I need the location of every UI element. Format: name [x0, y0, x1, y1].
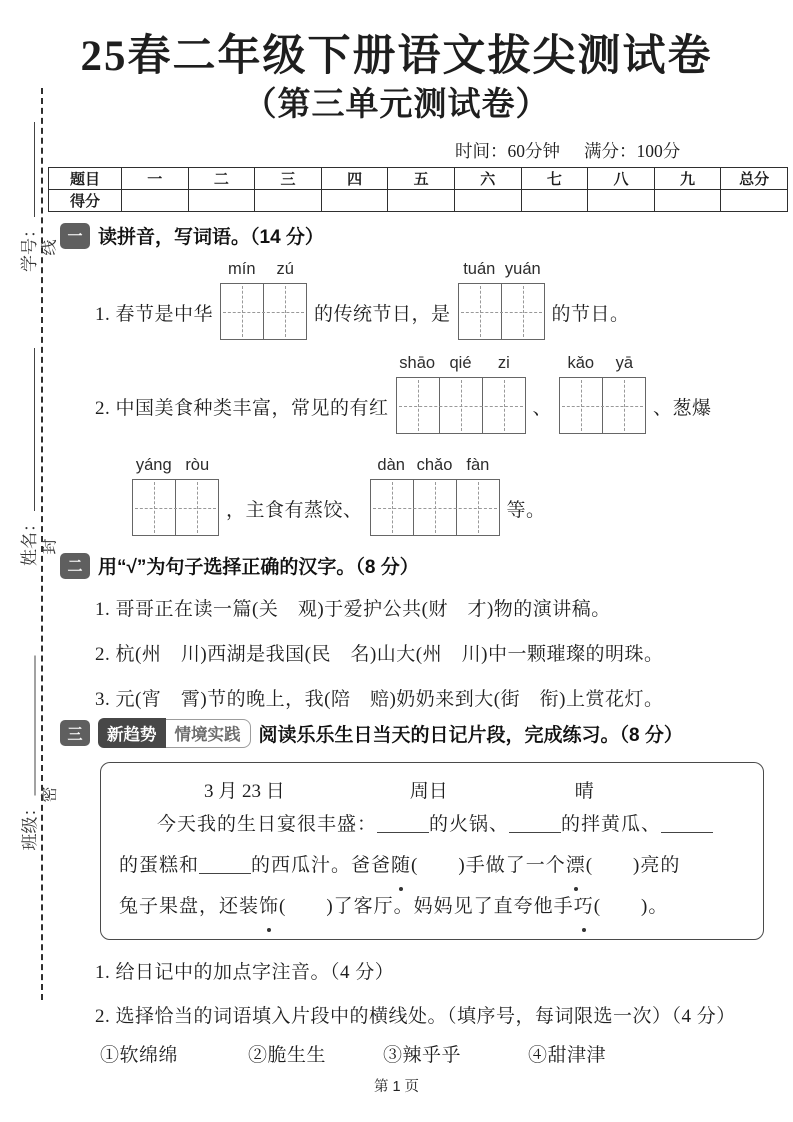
diary-header: [101, 763, 763, 804]
diary-weekday: 周日: [409, 781, 448, 802]
option-3: ③辣乎乎: [383, 1045, 462, 1066]
text-segment: 的蛋糕和: [119, 855, 200, 876]
page-number: 第 1 页: [373, 1079, 420, 1095]
diary-line-3: [101, 886, 763, 927]
score-cell-empty[interactable]: [388, 190, 455, 212]
option-1: ①软绵绵: [100, 1045, 179, 1066]
score-table-header-cell: 二: [188, 168, 255, 190]
pinyin-question-2-continued: [125, 456, 546, 550]
writing-grid: [458, 283, 545, 340]
diary-question-1: 1. 给日记中的加点字注音。（4 分）: [95, 962, 395, 983]
text-segment: 、葱爆: [653, 397, 712, 419]
answer-blank[interactable]: [661, 813, 713, 833]
text-segment: 2. 中国美食种类丰富，常见的有红: [95, 397, 389, 419]
score-cell-empty[interactable]: [454, 190, 521, 212]
dotted-char: 巧: [574, 886, 594, 927]
student-name-field: [15, 338, 39, 566]
text-segment: 的传统节日，是: [314, 303, 451, 325]
section-one-title: 读拼音，写词语。（14 分）: [98, 227, 324, 248]
writing-cell[interactable]: [560, 378, 603, 433]
exam-meta: [455, 138, 680, 163]
situational-practice-tag: 情境实践: [166, 719, 251, 748]
pinyin-writing-box: [370, 456, 500, 536]
pinyin-writing-box: [458, 260, 545, 340]
score-cell-empty[interactable]: [321, 190, 388, 212]
writing-cell[interactable]: [221, 284, 264, 339]
class-field: [16, 646, 40, 851]
section-three-title: 阅读乐乐生日当天的日记片段，完成练习。（8 分）: [258, 724, 683, 746]
pinyin-writing-box: [396, 354, 526, 434]
score-table-header-cell: 四: [321, 168, 388, 190]
writing-cell[interactable]: [483, 378, 525, 433]
pinyin-label: dàn chǎo fàn: [377, 456, 490, 474]
pinyin-question-2: [95, 354, 712, 448]
word-options: [100, 1040, 606, 1067]
text-segment: ( )。: [593, 896, 669, 917]
score-cell-empty[interactable]: [188, 190, 255, 212]
writing-cell[interactable]: [397, 378, 440, 433]
text-segment: 的拌黄瓜、: [561, 814, 662, 835]
new-trend-tag: 新趋势: [98, 718, 166, 748]
writing-cell[interactable]: [502, 284, 544, 339]
pinyin-label: yáng ròu: [135, 456, 210, 474]
score-table-header-cell: 九: [654, 168, 721, 190]
score-cell-empty[interactable]: [255, 190, 322, 212]
diary-box: [100, 762, 764, 940]
score-cell-empty[interactable]: [654, 190, 721, 212]
writing-cell[interactable]: [264, 284, 306, 339]
class-blank[interactable]: [20, 656, 35, 796]
pinyin-label: mín zú: [228, 260, 294, 278]
score-table-header-cell: 八: [588, 168, 655, 190]
score-table-header-cell: 题目: [49, 168, 122, 190]
seal-char-feng: 封: [41, 538, 59, 555]
diary-question-2: 2. 选择恰当的词语填入片段中的横线处。（填序号，每词限选一次）（4 分）: [95, 1006, 736, 1027]
choose-character-item-3: 3. 元(宵 霄)节的晚上，我(陪 赔)奶奶来到大(街 衔)上赏花灯。: [95, 689, 664, 710]
score-table-header-cell: 七: [521, 168, 588, 190]
text-segment: 今天我的生日宴很丰盛：: [157, 814, 378, 835]
full-score: 满分：100分: [584, 141, 681, 161]
score-table: [48, 167, 788, 212]
section-two-badge: 二: [60, 553, 90, 579]
student-id-blank[interactable]: [20, 122, 35, 217]
writing-grid: [559, 377, 646, 434]
page-subtitle: （第三单元测试卷）: [243, 87, 550, 123]
text-segment: 、: [532, 397, 553, 419]
score-cell-empty[interactable]: [521, 190, 588, 212]
score-table-score-row: [49, 190, 788, 212]
page-title: 25春二年级下册语文拔尖测试卷: [80, 33, 713, 80]
text-segment: 的节日。: [551, 303, 630, 325]
dotted-char: 随: [391, 845, 411, 886]
writing-cell[interactable]: [371, 480, 414, 535]
answer-blank[interactable]: [509, 813, 561, 833]
student-id-label: 学号：: [19, 221, 39, 272]
score-table-header-cell: 总分: [721, 168, 788, 190]
writing-cell[interactable]: [133, 480, 176, 535]
text-segment: 兔子果盘，还装: [119, 896, 260, 917]
writing-cell[interactable]: [176, 480, 218, 535]
option-4: ④甜津津: [528, 1045, 607, 1066]
diary-weather: 晴: [574, 781, 594, 802]
seal-char-mi: 密: [41, 786, 59, 803]
pinyin-label: shāo qié zi: [399, 354, 510, 372]
score-table-header-cell: 三: [255, 168, 322, 190]
text-segment: ( )了客厅。妈妈见了直夸他手: [279, 896, 574, 917]
writing-cell[interactable]: [414, 480, 457, 535]
pinyin-question-1: [95, 260, 630, 354]
text-segment: 的火锅、: [429, 814, 510, 835]
text-segment: 1. 春节是中华: [95, 303, 214, 325]
time-limit: 时间：60分钟: [455, 141, 560, 161]
section-one-badge: 一: [60, 223, 90, 249]
text-segment: ，主食有蒸饺、: [226, 499, 363, 521]
pinyin-writing-box: [559, 354, 646, 434]
section-two-header: [60, 552, 419, 579]
text-segment: 的西瓜汁。爸爸: [251, 855, 392, 876]
score-table-header-row: [49, 168, 788, 190]
pinyin-writing-box: [132, 456, 219, 536]
score-table-header-cell: 一: [122, 168, 189, 190]
student-name-blank[interactable]: [20, 348, 35, 511]
choose-character-item-2: 2. 杭(州 川)西湖是我国(民 名)山大(州 川)中一颗璀璨的明珠。: [95, 644, 664, 665]
section-three-badge: 三: [60, 720, 90, 746]
answer-blank[interactable]: [199, 854, 251, 874]
score-row-label: 得分: [49, 190, 122, 212]
choose-character-item-1: 1. 哥哥正在读一篇(关 观)于爱护公共(财 才)物的演讲稿。: [95, 599, 611, 620]
dotted-char: 漂: [566, 845, 586, 886]
option-2: ②脆生生: [248, 1045, 327, 1066]
text-segment: ( )亮的: [585, 855, 681, 876]
section-one-header: [60, 222, 324, 249]
student-name-label: 姓名：: [19, 515, 39, 566]
score-cell-empty[interactable]: [122, 190, 189, 212]
writing-cell[interactable]: [459, 284, 502, 339]
writing-grid: [132, 479, 219, 536]
writing-cell[interactable]: [603, 378, 645, 433]
section-three-header: [60, 718, 683, 748]
diary-date: 3 月 23 日: [204, 781, 285, 802]
writing-grid: [370, 479, 500, 536]
writing-cell[interactable]: [457, 480, 499, 535]
pinyin-writing-box: [220, 260, 307, 340]
writing-grid: [220, 283, 307, 340]
writing-grid: [396, 377, 526, 434]
writing-cell[interactable]: [440, 378, 483, 433]
class-label: 班级：: [20, 799, 39, 851]
diary-line-2: [101, 845, 763, 886]
diary-line-1: [101, 804, 763, 845]
score-table-header-cell: 五: [388, 168, 455, 190]
student-id-field: [15, 112, 39, 272]
dotted-char: 饰: [259, 886, 279, 927]
score-cell-empty[interactable]: [721, 190, 788, 212]
score-cell-empty[interactable]: [588, 190, 655, 212]
answer-blank[interactable]: [377, 813, 429, 833]
score-table-header-cell: 六: [454, 168, 521, 190]
section-two-title: 用“√”为句子选择正确的汉字。（8 分）: [98, 557, 419, 578]
pinyin-label: kǎo yā: [567, 354, 633, 372]
seal-char-line: 线: [41, 239, 59, 256]
text-segment: ( )手做了一个: [411, 855, 566, 876]
pinyin-label: tuán yuán: [463, 260, 541, 278]
text-segment: 等。: [506, 499, 546, 521]
